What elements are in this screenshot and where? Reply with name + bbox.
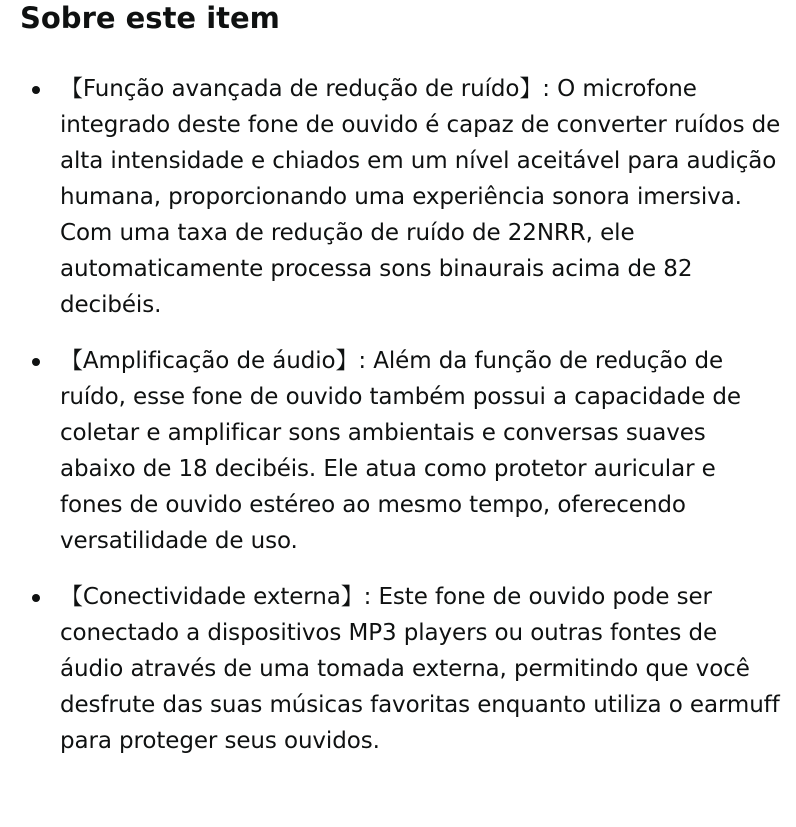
feature-bullet-text: 【Amplificação de áudio】: Além da função de redução de ruído, esse fone de ouvido também possui a capacidade de coletar e amplificar sons ambientais e conversas suaves abaixo de 18 decibéis. Ele atua como protetor auricular e fones de ouvido estéreo ao mesmo tempo, oferecendo versatilidade de uso.	[60, 348, 741, 554]
feature-bullet-2	[0, 343, 796, 559]
bullet-dot-icon	[32, 86, 40, 94]
feature-bullet-1	[0, 71, 796, 323]
bullet-dot-icon	[32, 358, 40, 366]
feature-bullet-list	[0, 71, 796, 779]
feature-bullet-3	[0, 579, 796, 759]
bullet-dot-icon	[32, 594, 40, 602]
feature-bullet-text: 【Conectividade externa】: Este fone de ouvido pode ser conectado a dispositivos MP3 players ou outras fontes de áudio através de uma tomada externa, permitindo que você desfrute das suas músicas favoritas enquanto utiliza o earmuff para proteger seus ouvidos.	[60, 584, 780, 754]
section-title: Sobre este item	[20, 1, 280, 35]
feature-bullet-text: 【Função avançada de redução de ruído】: O microfone integrado deste fone de ouvido é capaz de converter ruídos de alta intensidade e chiados em um nível aceitável para audição humana, proporcionando uma experiência sonora imersiva. Com uma taxa de redução de ruído de 22NRR, ele automaticamente processa sons binaurais acima de 82 decibéis.	[60, 76, 781, 318]
